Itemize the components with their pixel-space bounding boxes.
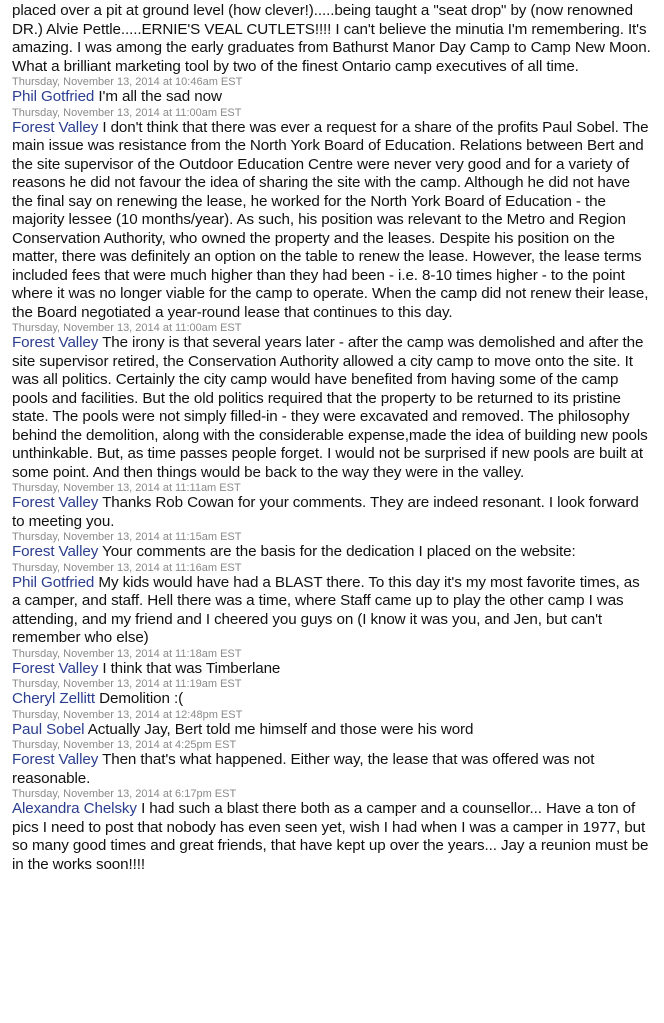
comment-author[interactable]: Forest Valley [12, 543, 99, 560]
comment-0 [12, 2, 652, 88]
comment-author[interactable]: Forest Valley [12, 751, 99, 768]
comment-text: Thanks Rob Cowan for your comments. They are indeed resonant. I look forward to meeting you. [12, 494, 639, 530]
comment-timestamp: Thursday, November 13, 2014 at 12:48pm EST [12, 708, 243, 721]
comment-timestamp: Thursday, November 13, 2014 at 11:19am EST [12, 678, 242, 690]
comment-text: I don't think that there was ever a request for a share of the profits Paul Sobel. The main issue was resistance from the North York Board of Education. Relations between Bert and the site supervisor of the Outdoor Education Centre were never very good and for a variety of reasons he did not favour the idea of sharing the site with the camp. Although he did not have the final say on renewing the lease, he worked for the North York Board of Education - the majority lessee (10 months/year). As such, his position was relevant to the Metro and Region Conservation Authority, who owned the property and the leases. Despite his position on the matter, there was definitely an option on the table to renew the lease. However, the lease terms included fees that were much higher than they had been - i.e. 8-10 times higher - to the point where it was no longer viable for the camp to operate. When the camp did not renew their lease, the Board negotiated a year-round lease that continues to this day. [12, 118, 649, 321]
comment-timestamp: Thursday, November 13, 2014 at 11:15am EST [12, 531, 242, 543]
comment-author[interactable]: Forest Valley [12, 659, 99, 677]
comment-4 [12, 494, 652, 543]
comment-2 [12, 119, 652, 335]
comment-text: I had such a blast there both as a camper and a counsellor... Have a ton of pics I need to post that nobody has even seen yet, wish I had when I was a camper in 1977, but so many good times and great friends, that have kept up over the years... Jay a reunion must be in the works soon!!!! [12, 800, 649, 873]
comment-text: The irony is that several years later - after the camp was demolished and after the site supervisor retired, the Conservation Authority allowed a city camp to move onto the site. It was all politics. Certainly the city camp would have benefited from having some of the camp pools and facilities. But the old politics required that the property to be returned to its pristine state. The pools were not simply filled-in - they were excavated and removed. The philosophy behind the demolition, along with the considerable expense,made the idea of building new pools unthinkable. But, as time passes people forget. I would not be surprised if new pools are built at some point. And then things would be back to the way they were in the valley. [12, 334, 648, 481]
comment-author[interactable]: Phil Gotfried [12, 573, 95, 591]
comment-3 [12, 334, 652, 494]
comment-author[interactable]: Phil Gotfried [12, 88, 95, 105]
comment-timestamp: Thursday, November 13, 2014 at 10:46am EST [12, 76, 243, 88]
comment-5 [12, 543, 652, 574]
comment-timestamp: Thursday, November 13, 2014 at 11:18am EST [12, 647, 242, 660]
comment-text: I think that was Timberlane [102, 659, 281, 677]
comment-8 [12, 690, 652, 721]
comment-timestamp: Thursday, November 13, 2014 at 11:11am EST [12, 482, 241, 494]
comment-text: I'm all the sad now [98, 88, 222, 105]
comment-timestamp: Thursday, November 13, 2014 at 6:17pm EST [12, 788, 237, 800]
comment-timestamp: Thursday, November 13, 2014 at 11:16am EST [12, 561, 242, 574]
comment-author[interactable]: Forest Valley [12, 494, 99, 511]
comment-10 [12, 751, 652, 800]
comment-author[interactable]: Alexandra Chelsky [12, 800, 137, 817]
comment-author[interactable]: Forest Valley [12, 118, 99, 136]
comment-6 [12, 574, 652, 660]
comment-author[interactable]: Paul Sobel [12, 720, 85, 738]
comment-text: Demolition :( [99, 690, 184, 707]
comment-text: Your comments are the basis for the dedication I placed on the website: [102, 543, 576, 560]
comment-text: Then that's what happened. Either way, the lease that was offered was not reasonable. [12, 751, 595, 787]
comment-text: placed over a pit at ground level (how clever!).....being taught a "seat drop" by (now renowned DR.) Alvie Pettle.....ERNIE'S VEAL CUTLETS!!!! I can't believe the minutia I'm remembering. It's amazing. I was among the early graduates from Bathurst Manor Day Camp to Camp New Moon. What a brilliant marketing tool by two of the finest Ontario camp executives of all time. [12, 2, 651, 75]
comment-text: My kids would have had a BLAST there. To this day it's my most favorite times, as a camper, and staff. Hell there was a time, where Staff came up to play the other camp I was attending, and my friend and I cheered you guys on (I know it was you, and Jen, but can't remember who else) [12, 573, 640, 646]
comment-1 [12, 88, 652, 119]
comment-timestamp: Thursday, November 13, 2014 at 11:00am EST [12, 106, 242, 119]
comment-11 [12, 800, 652, 874]
comment-7 [12, 660, 652, 691]
comment-9 [12, 721, 652, 752]
comment-author[interactable]: Cheryl Zellitt [12, 690, 95, 707]
comment-timestamp: Thursday, November 13, 2014 at 4:25pm EST [12, 739, 237, 751]
comment-text: Actually Jay, Bert told me himself and those were his word [87, 720, 474, 738]
comment-timestamp: Thursday, November 13, 2014 at 11:00am EST [12, 322, 242, 334]
comment-author[interactable]: Forest Valley [12, 334, 99, 351]
